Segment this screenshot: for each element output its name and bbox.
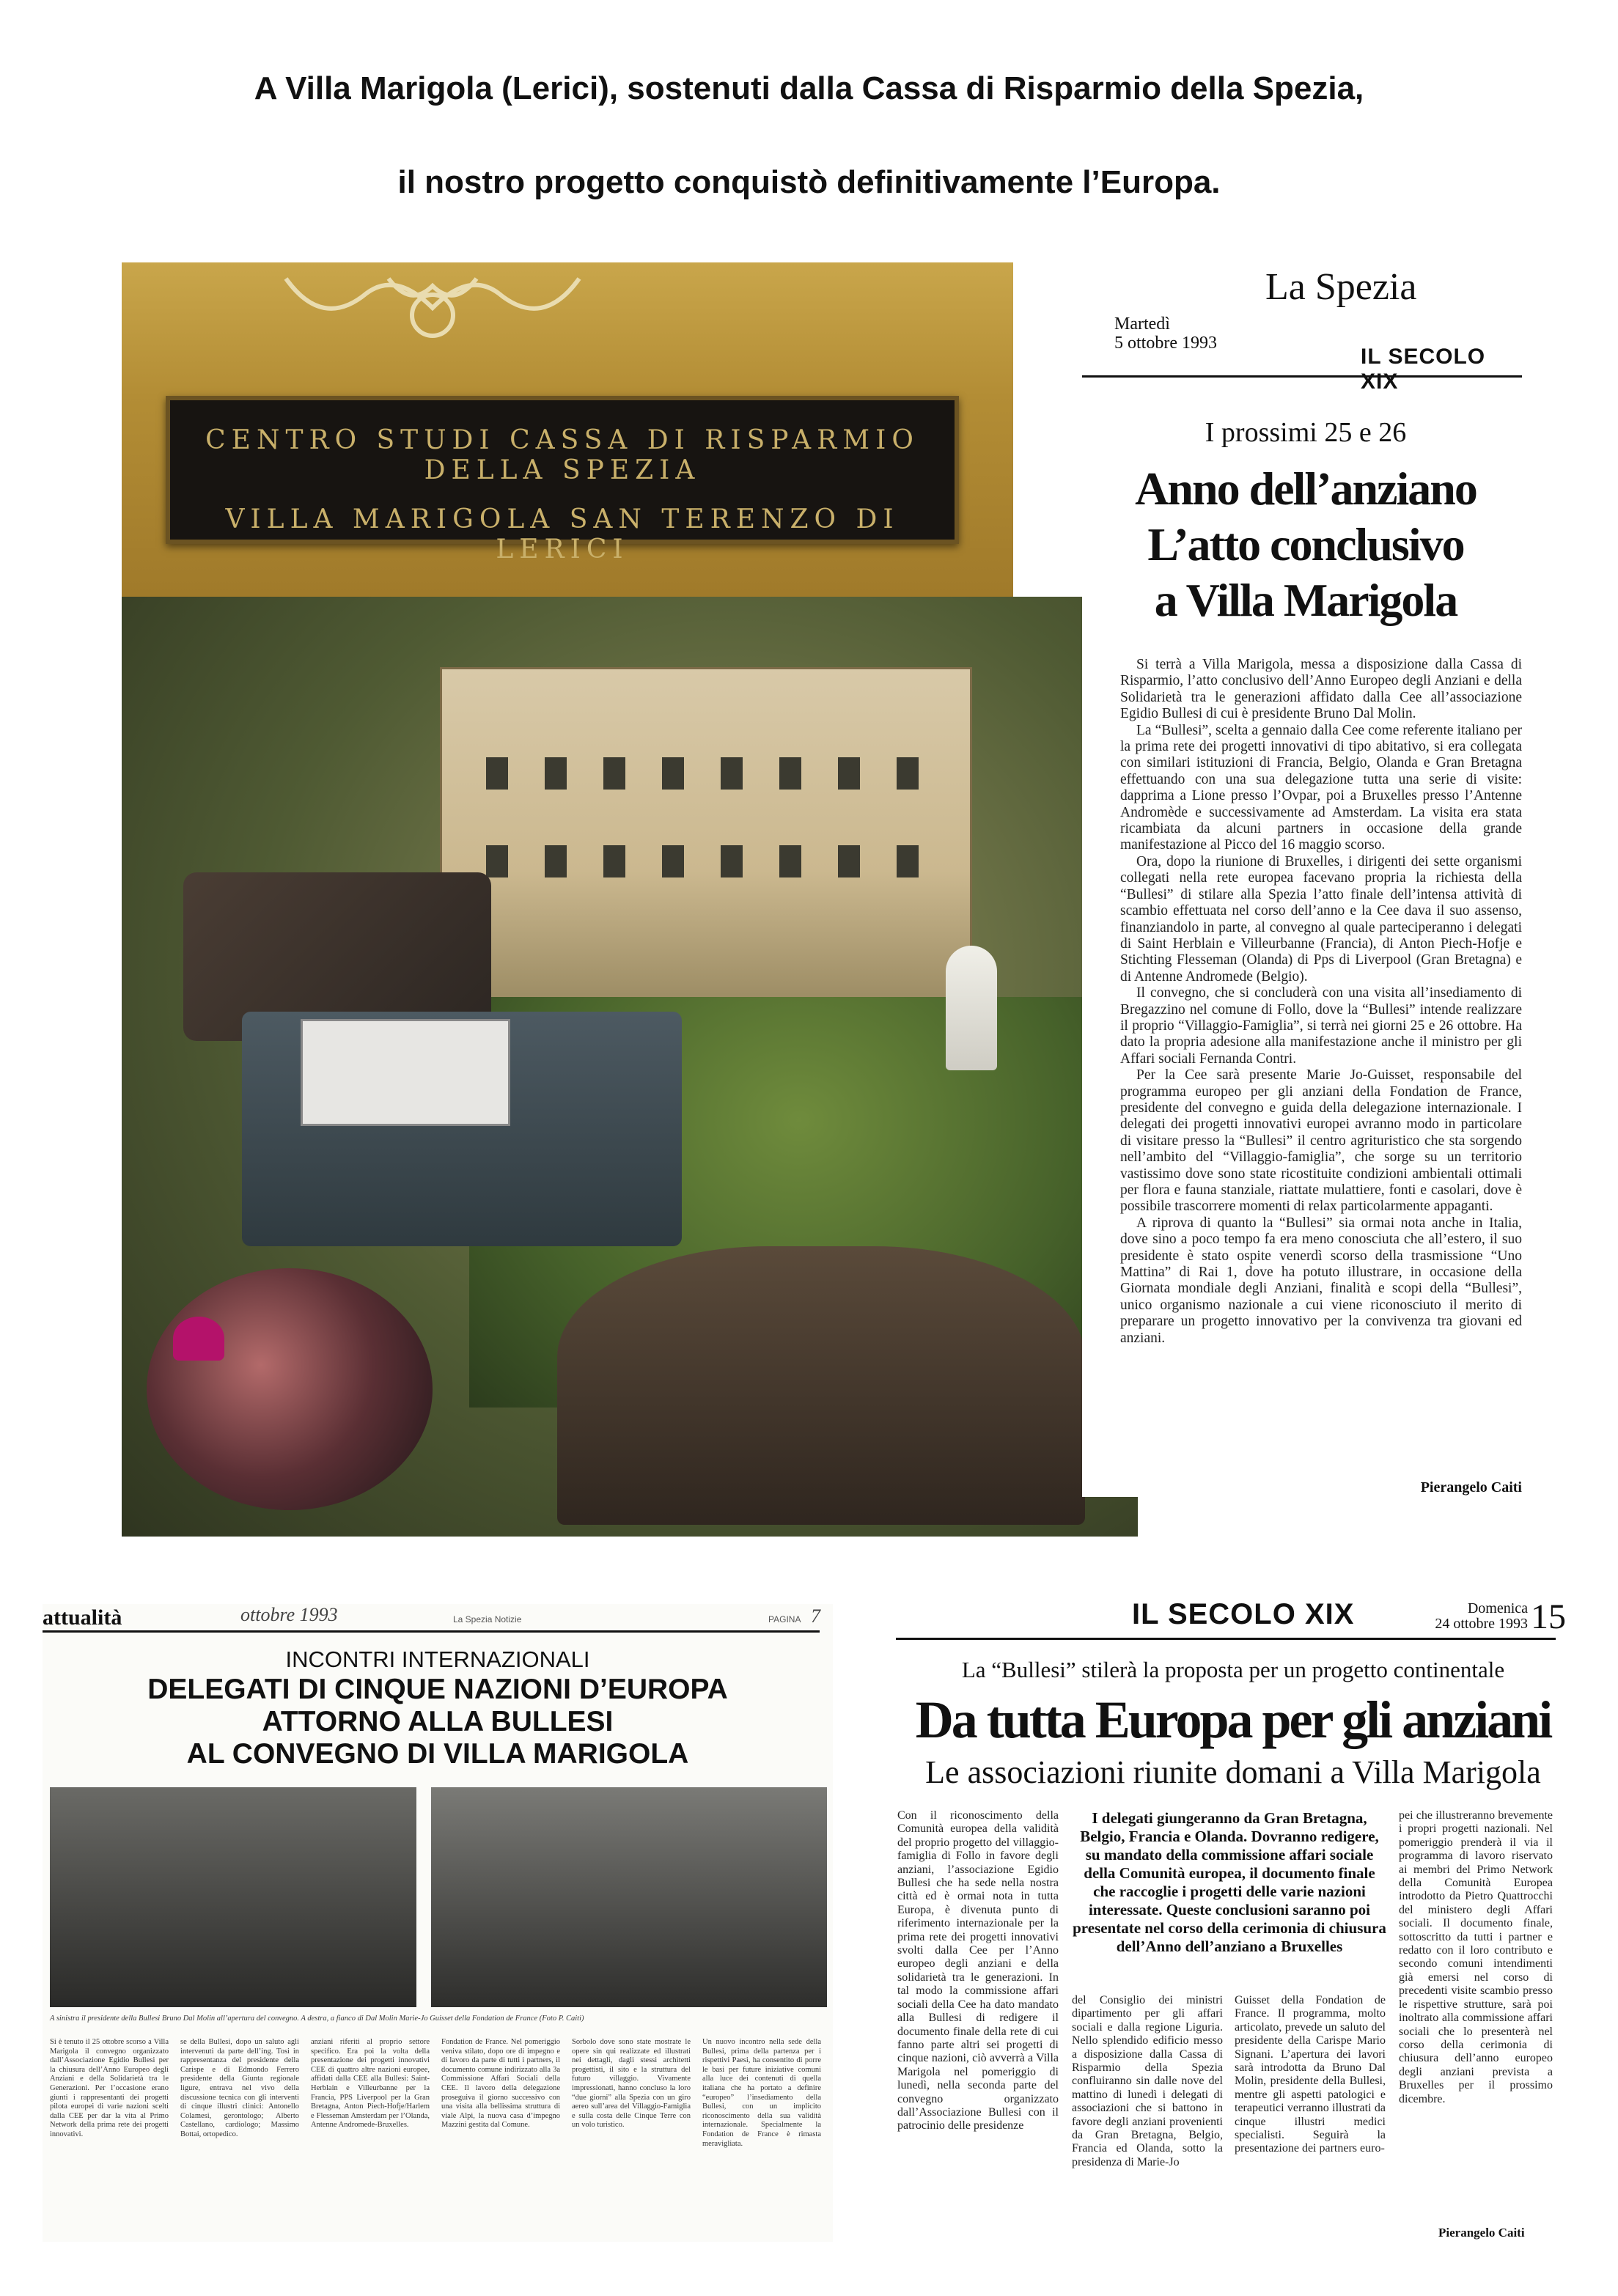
- clip2-handwritten: ottobre 1993: [240, 1604, 338, 1625]
- clip1-paragraph: Per la Cee sarà presente Marie Jo-Guisset, responsabile del programma europeo per gli anziani della Fondation de France, presidente del convegno e guida della delegazione internazionale. I delegati dei progetti innovativi europei avranno modo in particolare di visitare presso la “Bullesi” il centro agrituristico che sta sorgendo nell’ambito del “Villaggio-famiglia”, che sorge su un territorio vastissimo dove sono state ricostituite condizioni ambientali ottimali per flora e fauna stanziale, riattate mulattiere, fonti e casolari, dove è possibile trascorrere momenti di relax particolarmente appaganti.: [1120, 1067, 1522, 1215]
- clip2-column: se della Bullesi, dopo un saluto agli intervenuti da parte dell’ing. Tosi in rappresentanza del presidente della Carispe e di Edmondo Ferrero presidente della Giunta regionale ligure, entrava nel vivo della discussione tecnica con gli interventi di cinque illustri clinici: Antonello Colamesi, gerontologo; Alberto Castellano, cardiologo; Massimo Bottai, ortopedico.: [180, 2038, 299, 2138]
- clip2-page-number: 7: [811, 1605, 820, 1627]
- clip2-photo-left: [50, 1787, 416, 2007]
- plaque-line1: CENTRO STUDI CASSA DI RISPARMIO DELLA SPEZIA: [205, 425, 919, 485]
- clip2-column: anziani riferiti al proprio settore specifico. Era poi la volta della presentazione dei progetti innovativi CEE di quattro altre nazioni europee, affidati dalla CEE alla Bullesi: Saint-Herblain e Villeurbanne per la Francia, PPS Liverpool per la Gran Bretagna, Anton Piech-Hofje/Harlem e Flesseman Amsterdam per l’Olanda, Antenne Andromede-Bruxelles.: [311, 2038, 430, 2130]
- clip3-column2a: del Consiglio dei ministri dipartimento per gli affari sociali e dalla regione Liguria. Nello splendido edificio messo a disposizione dalla Cassa di Risparmio della Spezia confluiranno sin dalle nove del mattino di lunedì i delegati di associazioni che si battono in favore degli anziani provenienti da Gran Bretagna, Belgio, Francia ed Olanda, sotto la presidenza di Marie-Jo: [1072, 1994, 1223, 2168]
- clip1-kicker: I prossimi 25 e 26: [1205, 417, 1407, 448]
- clip2-kicker: INCONTRI INTERNAZIONALI: [285, 1646, 590, 1672]
- villa-photo: [440, 667, 972, 1009]
- clip1-masthead: IL SECOLO XIX: [1361, 345, 1486, 394]
- clip1-headline1: Anno dell’anziano: [1135, 463, 1477, 515]
- clip1-headline3: a Villa Marigola: [1154, 574, 1457, 626]
- clip3-page-number: 15: [1531, 1597, 1566, 1636]
- clip2-rule: [43, 1630, 820, 1633]
- clip3-masthead: IL SECOLO XIX: [1132, 1598, 1355, 1630]
- clip2-headline2: ATTORNO ALLA BULLESI: [262, 1706, 614, 1737]
- clip1-paragraph: A riprova di quanto la “Bullesi” sia ormai nota anche in Italia, dove sino a poco tempo fa era meno conosciuta che all’estero, il suo presidente è stato ospite venerdì scorso della trasmissione “Uno Mattina” di Rai 1, dove ha potuto illustrare, in occasione della Giornata mondiale degli Anziani, finalità e scopi della “Bullesi”, unico organismo nazionale a cui viene riconosciuto il merito di preparare un progetto innovativo per la convivenza tra giovani ed anziani.: [1120, 1215, 1522, 1346]
- clip3-headline: Da tutta Europa per gli anziani: [915, 1690, 1551, 1749]
- clip3-column1: Con il riconoscimento della Comunità europea della validità del proprio progetto del villaggio-famiglia di Follo in favore degli anziani, l’associazione Egidio Bullesi che ha sede nella nostra città ed è ormai nota in tutta Europa, è divenuta punto di riferimento internazionale per la prima rete dei progetti innovativi svolti dalla Cee per l’Anno europeo degli anziani e della solidarietà tra le generazioni. In tal modo la commissione affari sociali della Cee ha dato mandato alla Bullesi di redigere il documento finale della rete di cui fanno parte altri sei progetti di cinque nazioni, ciò avverrà a Villa Marigola nel pomeriggio di lunedì, nella seconda parte del convegno organizzato dall’Associazione Bullesi con il patrocinio delle presidenze: [897, 1809, 1059, 2133]
- bishop-photo: [147, 1268, 433, 1510]
- statue-photo: [946, 946, 997, 1070]
- clip1-date: 5 ottobre 1993: [1114, 334, 1217, 353]
- clip1-paragraph: Si terrà a Villa Marigola, messa a disposizione dalla Cassa di Risparmio, l’atto conclusivo dell’Anno Europeo degli Anziani e della Solidarietà tra le generazioni affidato dalla Cee all’associazione Egidio Bullesi di cui è presidente Bruno Dal Molin.: [1120, 657, 1522, 722]
- projection-screen: [301, 1019, 510, 1126]
- page-heading-line1: A Villa Marigola (Lerici), sostenuti dalla Cassa di Risparmio della Spezia,: [254, 70, 1364, 106]
- clip2-page-label: PAGINA: [768, 1614, 801, 1625]
- clip2-photo-right: [431, 1787, 827, 2007]
- clip2-column: Fondation de France. Nel pomeriggio veniva stilato, dopo ore di impegno e di lavoro da parte di tutti i partners, il documento comune indirizzato alla 3a Commissione Affari Sociali della CEE. Il lavoro della delegazione proseguiva il giorno successivo con una visita alla bellissima struttura di viale Alpi, la nuova casa d’impegno Mazzini gestita dal Comune.: [441, 2038, 560, 2130]
- clip2-column: Un nuovo incontro nella sede della Bullesi, prima della partenza per i rispettivi Paesi, ha consentito di porre le basi per future iniziative comuni alla luce dei contenuti di quella italiana che ha portato a definire “europeo” l’insediamento della Bullesi, con un implicito riconoscimento della sua validità internazionale. Specialmente la Fondation de France è rimasta meravigliata.: [702, 2038, 821, 2148]
- clip1-date-day: Martedì: [1114, 314, 1170, 334]
- clip3-subhead: Le associazioni riunite domani a Villa Marigola: [925, 1754, 1541, 1790]
- clip3-kicker: La “Bullesi” stilerà la proposta per un progetto continentale: [961, 1657, 1505, 1682]
- clip1-byline: Pierangelo Caiti: [1420, 1479, 1522, 1495]
- clip2-headline3: AL CONVEGNO DI VILLA MARIGOLA: [186, 1738, 689, 1770]
- clip3-date: 24 ottobre 1993: [1435, 1616, 1528, 1632]
- clip1-paragraph: Il convegno, che si concluderà con una visita all’insediamento di Bregazzino nel comune di Follo, dove la “Bullesi” intende realizzare il proprio “Villaggio-Famiglia”, si terrà nei giorni 25 e 26 ottobre. Ha dato la propria adesione alla manifestazione anche il ministro per gli Affari sociali Fernanda Contri.: [1120, 985, 1522, 1067]
- clip2-headline1: DELEGATI DI CINQUE NAZIONI D’EUROPA: [147, 1674, 728, 1705]
- clip2-source: La Spezia Notizie: [453, 1614, 522, 1625]
- clip3-rule: [896, 1638, 1556, 1640]
- clipping-secolo-24-ottobre: [896, 1598, 1570, 2251]
- clip1-headline2: L’atto conclusivo: [1147, 518, 1464, 570]
- plaque-line2: VILLA MARIGOLA SAN TERENZO DI LERICI: [225, 504, 900, 564]
- mitre-icon: [173, 1317, 224, 1361]
- plaque-sign: [166, 396, 959, 564]
- audience-photo: [557, 1246, 1085, 1525]
- clip3-column3: pei che illustreranno brevemente i propri progetti nazionali. Nel pomeriggio prenderà il via il programma di lavoro riservato ai membri del Primo Network della Comunità Europea introdotto da Pietro Quattrocchi del ministero degli Affari sociali. Il documento finale, sottoscritto da tutti i partner e redatto con il loro contributo e secondo comuni intendimenti già emersi nel corso di precedenti visite scambio presso le rispettive strutture, sarà poi inoltrato alla commissione affari sociali che lo presenterà nel corso della cerimonia di chiusura dell’anno europeo degli anziani prevista a Bruxelles per il prossimo dicembre.: [1399, 1809, 1553, 2105]
- clip1-paragraph: Ora, dopo la riunione di Bruxelles, i dirigenti dei sette organismi collegati nella rete europea facevano propria la richiesta della “Bullesi” di stilare alla Spezia l’atto finale dell’intensa attività di scambio effettuata nel corso dell’anno e la Cee dava il suo assenso, finanziandolo in parte, al convegno al quale parteciperanno i delegati di Saint Herblain e Villeurbanne (Francia), di Anton Piech-Hofje e Stichting Flesseman (Olanda) di Pps di Liverpool (Gran Bretagna) e di Antenne Andromede (Belgio).: [1120, 853, 1522, 985]
- clip2-column: Sorbolo dove sono state mostrate le opere sin qui realizzate ed illustrati nei dettagli, dagli stessi architetti progettisti, il sito e la struttura del futuro villaggio. Vivamente impressionati, hanno concluso la loro “due giorni” alla Spezia con un giro aereo sull’area del Villaggio-Famiglia e sulla costa delle Cinque Terre con un volo turistico.: [572, 2038, 691, 2130]
- clip3-column2b: Guisset della Fondation de France. Il programma, molto articolato, prevede un saluto del presidente della Carispe Mario Signani. L’apertura dei lavori sarà introdotta da Bruno Dal Molin, presidente della Bullesi, mentre gli aspetti patologici e terapeutici verranno illustrati da cinque illustri medici specialisti. Seguirà la presentazione dei partners euro-: [1235, 1994, 1386, 2155]
- clipping-spezia-notizie: [43, 1604, 833, 2242]
- clip2-column: Si è tenuto il 25 ottobre scorso a Villa Marigola il convegno organizzato dall’Associazione Egidio Bullesi per la chiusura dell’Anno Europeo degli Anziani e della Solidarietà tra le Generazioni. Per l’occasione erano giunti i rappresentanti dei progetti pilota europei di varie nazioni scelti dalla CEE per dar la vita al Primo Network della prima rete dei progetti innovativi.: [50, 2038, 169, 2138]
- clip1-rule: [1082, 375, 1522, 378]
- page-heading-line2: il nostro progetto conquistò definitivamente l’Europa.: [397, 164, 1221, 200]
- clip2-caption: A sinistra il presidente della Bullesi Bruno Dal Molin all’apertura del convegno. A destra, a fianco di Dal Molin Marie-Jo Guisset della Fondation de France (Foto P. Caiti): [50, 2014, 584, 2023]
- clip2-section: attualità: [43, 1605, 122, 1630]
- clip1-paragraph: La “Bullesi”, scelta a gennaio dalla Cee come referente italiano per la prima rete dei progetti innovativi di tipo abitativo, si era collegata con similari istituzioni di Francia, Belgio, Olanda e Gran Bretagna effettuando con una sua delegazione tutta una serie di visite: dapprima a Lione presso l’Ovpar, poi a Bruxelles presso l’Antenne Andromède e successivamente ad Amsterdam. La visita era stata ricambiata da alcuni partners in occasione della grande manifestazione al Picco del 16 maggio scorso.: [1120, 722, 1522, 853]
- clip3-lead: I delegati giungeranno da Gran Bretagna, Belgio, Francia e Olanda. Dovranno redigere, su mandato della commissione affari sociale della Comunità europea, il documento finale che raccoglie i progetti delle varie nazioni interessate. Queste conclusioni saranno poi presentate nel corso della cerimonia di chiusura dell’Anno dell’anziano a Bruxelles: [1073, 1809, 1386, 1955]
- clipping-secolo-5-ottobre: [1082, 265, 1529, 1497]
- clip1-section: La Spezia: [1265, 266, 1417, 308]
- clip3-date-day: Domenica: [1467, 1600, 1528, 1616]
- clip3-byline: Pierangelo Caiti: [1438, 2226, 1525, 2240]
- clip1-body: [1120, 657, 1522, 1347]
- chandelier-icon: [279, 264, 586, 352]
